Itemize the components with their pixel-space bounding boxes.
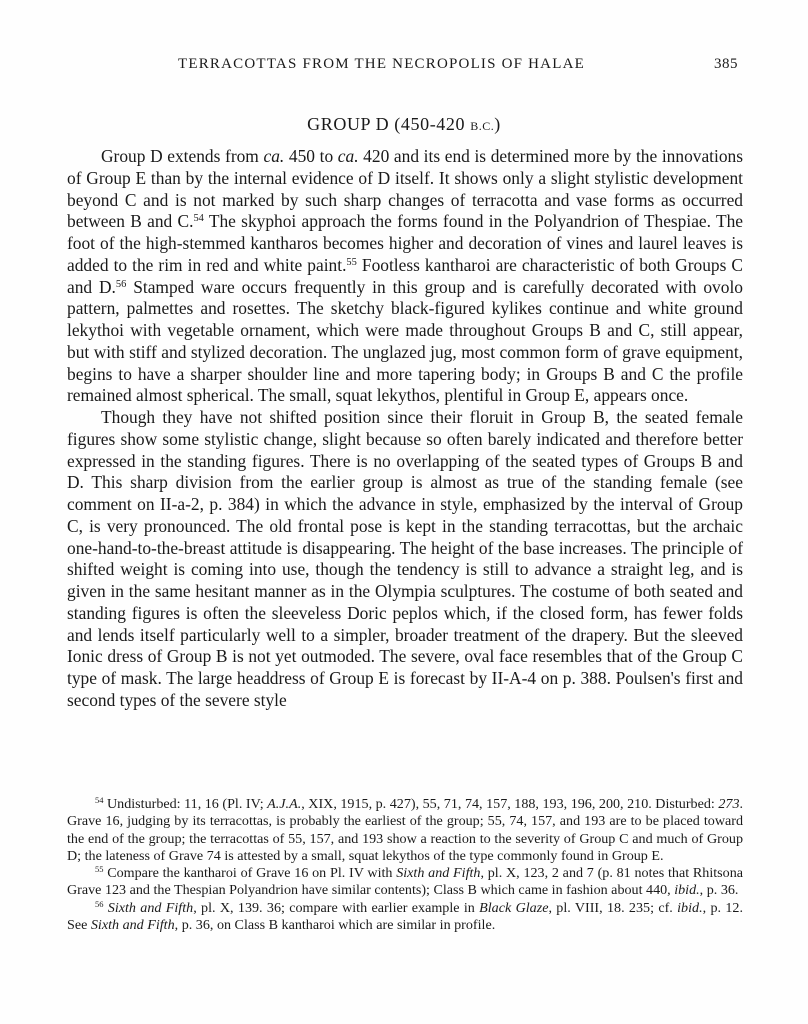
section-era: B.C. bbox=[470, 119, 495, 133]
footnote-marker: 56 bbox=[95, 898, 104, 909]
footnote-marker: 54 bbox=[95, 794, 104, 805]
text-run: Undisturbed: 11, 16 (Pl. IV; bbox=[103, 796, 268, 812]
footnote-ref-56[interactable]: 56 bbox=[115, 278, 127, 290]
text-run-italic: ca. bbox=[263, 146, 285, 166]
text-run: 450 to bbox=[284, 146, 338, 166]
page-number: 385 bbox=[714, 56, 738, 72]
section-title-close: ) bbox=[494, 114, 501, 134]
text-run: , XIX, 1915, p. 427), 55, 71, 74, 157, 188, 193, 196, 200, 210. Disturbed: bbox=[301, 796, 719, 812]
text-run-italic: ibid. bbox=[674, 882, 700, 899]
footnote-55 bbox=[67, 865, 743, 900]
footnote-56 bbox=[67, 900, 743, 935]
text-run-italic: ca. bbox=[337, 146, 359, 166]
section-title: GROUP D (450-420 bbox=[307, 114, 466, 134]
text-run: . Grave 16, judging by its terracottas, is probably the earliest of the group; 55, 74, 157, and 193 are to be placed toward the end of the group; the terracottas of 55, 157, and 193 show a reaction to the severity of Group C and much of Group D; the lateness of Grave 74 is attested by a small, squat lekythos of the type commonly found in Group E. bbox=[67, 796, 744, 864]
text-run-italic: ibid. bbox=[677, 899, 703, 916]
running-head bbox=[0, 56, 808, 78]
text-run: Stamped ware occurs frequently in this group and is carefully decorated with ovolo pattern, palmettes and rosettes. The sketchy black-figured kylikes continue and white ground lekythoi with vegetable ornament, which were made throughout Groups B and C, still appear, but with stiff and stylized decoration. The unglazed jug, most common form of grave equipment, begins to have a sharper shoulder line and more tapering body; in Groups B and C the profile remained almost spherical. The small, squat lekythos, plentiful in Group E, appears once. bbox=[67, 276, 743, 406]
text-run: 420 and its end is determined more by the innovations of Group E than by the internal evidence of D itself. It shows only a slight stylistic development beyond C and is not marked by such sharp changes of terracotta and vase forms as occurred between B and C. bbox=[67, 146, 744, 232]
footnote-marker: 55 bbox=[95, 864, 104, 875]
text-run-italic: A.J.A. bbox=[267, 796, 302, 812]
footnote-54 bbox=[67, 796, 743, 865]
text-run-italic: Black Glaze bbox=[479, 899, 549, 916]
text-run: Group D extends from bbox=[101, 146, 264, 166]
footnote-ref-54[interactable]: 54 bbox=[193, 213, 204, 224]
paragraph-2: Though they have not shifted position since their floruit in Group B, the seated female figures show some stylistic change, slight because so often barely indicated and therefore better expressed in the standing figures. There is no overlapping of the seated types of Groups B and D. This sharp division from the earlier group is almost as true of the standing female (see comment on II-a-2, p. 384) in which the advance in style, emphasized by the interval of Group C, is very pronounced. The old frontal pose is kept in the standing terracottas, but the archaic one-hand-to-the-breast attitude is disappearing. The height of the base increases. The principle of shifted weight is coming into use, though the tendency is still to advance a straight leg, and is given in the same hesitant manner as in the Olympia sculptures. The costume of both seated and standing figures is often the sleeveless Doric peplos which, if the closed form, has fewer folds and lends itself particularly well to a simpler, broader treatment of the drapery. But the sleeved Ionic dress of Group B is not yet outmoded. The severe, oval face resembles that of the Group C type of mask. The large headdress of Group E is forecast by II-A-4 on p. 388. Poulsen's first and second types of the severe style bbox=[67, 407, 743, 710]
text-run-italic: Sixth and Fifth bbox=[90, 917, 175, 934]
text-run: The skyphoi approach the forms found in the Polyandrion of Thespiae. The foot of the high-stemmed kantharos becomes higher and decoration of vines and laurel leaves is added to the rim in red and white paint. bbox=[67, 211, 743, 275]
text-run: Footless kantharoi are characteristic of both Groups C and D. bbox=[67, 254, 744, 297]
text-run-italic: Sixth and Fifth bbox=[107, 899, 194, 916]
body-text bbox=[67, 146, 743, 712]
text-run: , pl. VIII, 18. 235; cf. bbox=[548, 899, 678, 916]
text-run: , p. 36. bbox=[699, 882, 739, 899]
footnote-ref-55[interactable]: 55 bbox=[346, 256, 357, 268]
running-title: TERRACOTTAS FROM THE NECROPOLIS OF HALAE bbox=[178, 56, 585, 72]
section-heading bbox=[0, 114, 808, 135]
text-run-italic: 273 bbox=[718, 796, 740, 812]
text-run: , p. 12. See bbox=[67, 899, 743, 934]
paragraph-1 bbox=[67, 146, 743, 407]
text-run: , pl. X, 139. 36; compare with earlier example in bbox=[193, 899, 480, 916]
footnotes bbox=[67, 796, 743, 934]
text-run: , p. 36, on Class B kantharoi which are similar in profile. bbox=[174, 917, 496, 934]
text-run: , pl. X, 123, 2 and 7 (p. 81 notes that Rhitsona Grave 123 and the Thespian Polyandrion have similar contents); Class B which came in fashion about 440, bbox=[67, 865, 743, 899]
text-run: Compare the kantharoi of Grave 16 on Pl. IV with bbox=[103, 865, 397, 882]
text-run-italic: Sixth and Fifth bbox=[396, 865, 481, 882]
